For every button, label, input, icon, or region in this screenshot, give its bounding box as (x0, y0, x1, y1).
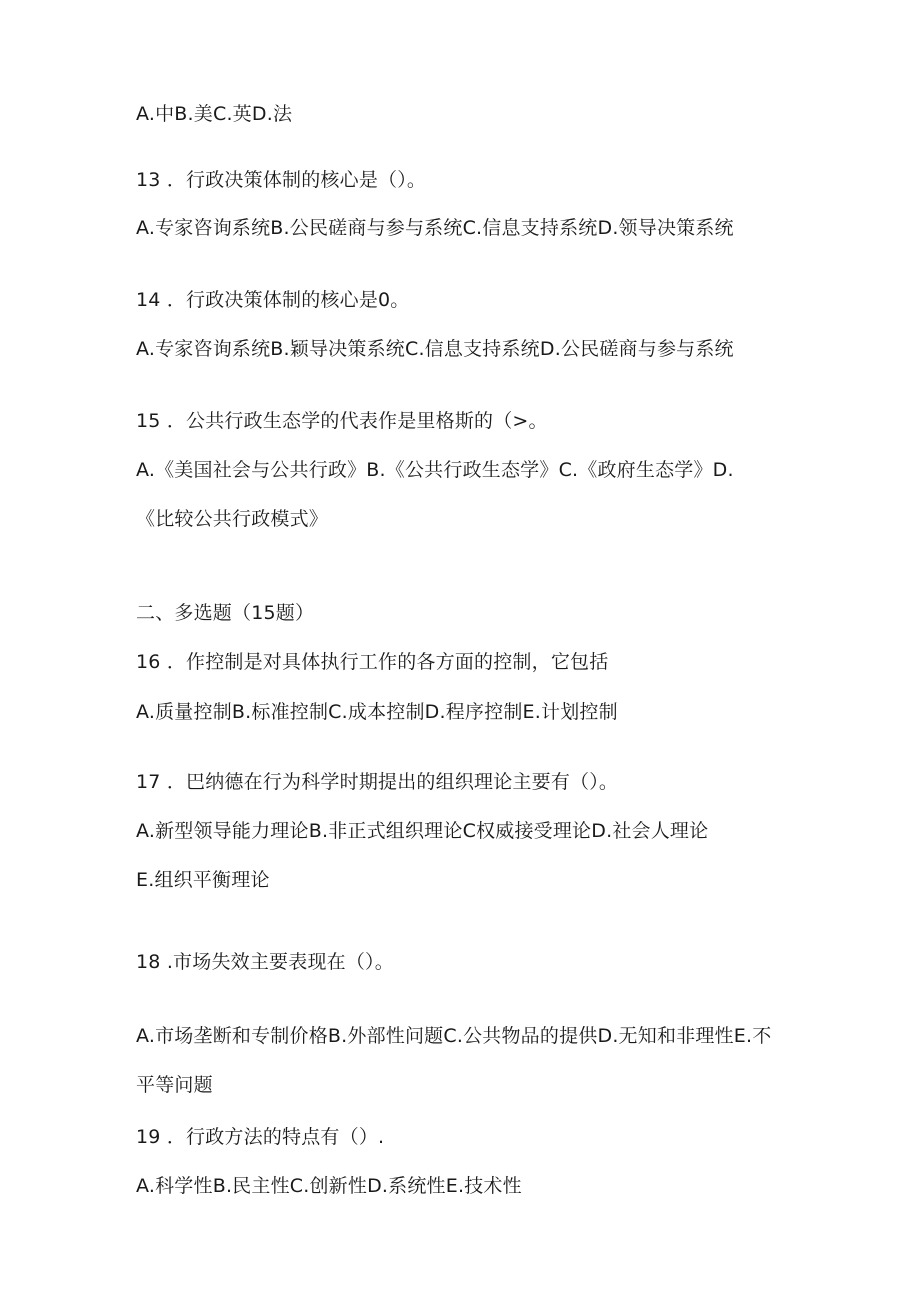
q18-options-cont: 平等问题 (136, 1074, 213, 1096)
q17-question: 17 ．巴纳德在行为科学时期提出的组织理论主要有（）。 (136, 771, 619, 793)
q15-options-cont: 《比较公共行政模式》 (136, 508, 329, 530)
q15-question: 15 ．公共行政生态学的代表作是里格斯的（>。 (136, 410, 548, 432)
q13-question: 13 ．行政决策体制的核心是（）。 (136, 169, 427, 191)
section-heading: 二、多选题（15题） (136, 602, 315, 624)
q17-options-cont: E.组织平衡理论 (136, 869, 270, 891)
q17-options: A.新型领导能力理论B.非正式组织理论C权威接受理论D.社会人理论 (136, 820, 709, 842)
q19-options: A.科学性B.民主性C.创新性D.系统性E.技术性 (136, 1175, 522, 1197)
q18-question: 18 .市场失效主要表现在（）。 (136, 951, 394, 973)
q18-options: A.市场垄断和专制价格B.外部性问题C.公共物品的提供D.无知和非理性E.不 (136, 1025, 772, 1047)
q16-question: 16 ．作控制是对具体执行工作的各方面的控制，它包括 (136, 651, 609, 673)
q12-options: A.中B.美C.英D.法 (136, 103, 293, 125)
q19-question: 19 ．行政方法的特点有（）. (136, 1126, 385, 1148)
q14-options: A.专家咨询系统B.颖导决策系统C.信息支持系统D.公民磋商与参与系统 (136, 338, 734, 360)
q15-options: A.《美国社会与公共行政》B.《公共行政生态学》C.《政府生态学》D. (136, 459, 734, 481)
q14-question: 14 ．行政决策体制的核心是0。 (136, 289, 410, 311)
q16-options: A.质量控制B.标准控制C.成本控制D.程序控制E.计划控制 (136, 701, 618, 723)
q13-options: A.专家咨询系统B.公民磋商与参与系统C.信息支持系统D.领导决策系统 (136, 217, 734, 239)
